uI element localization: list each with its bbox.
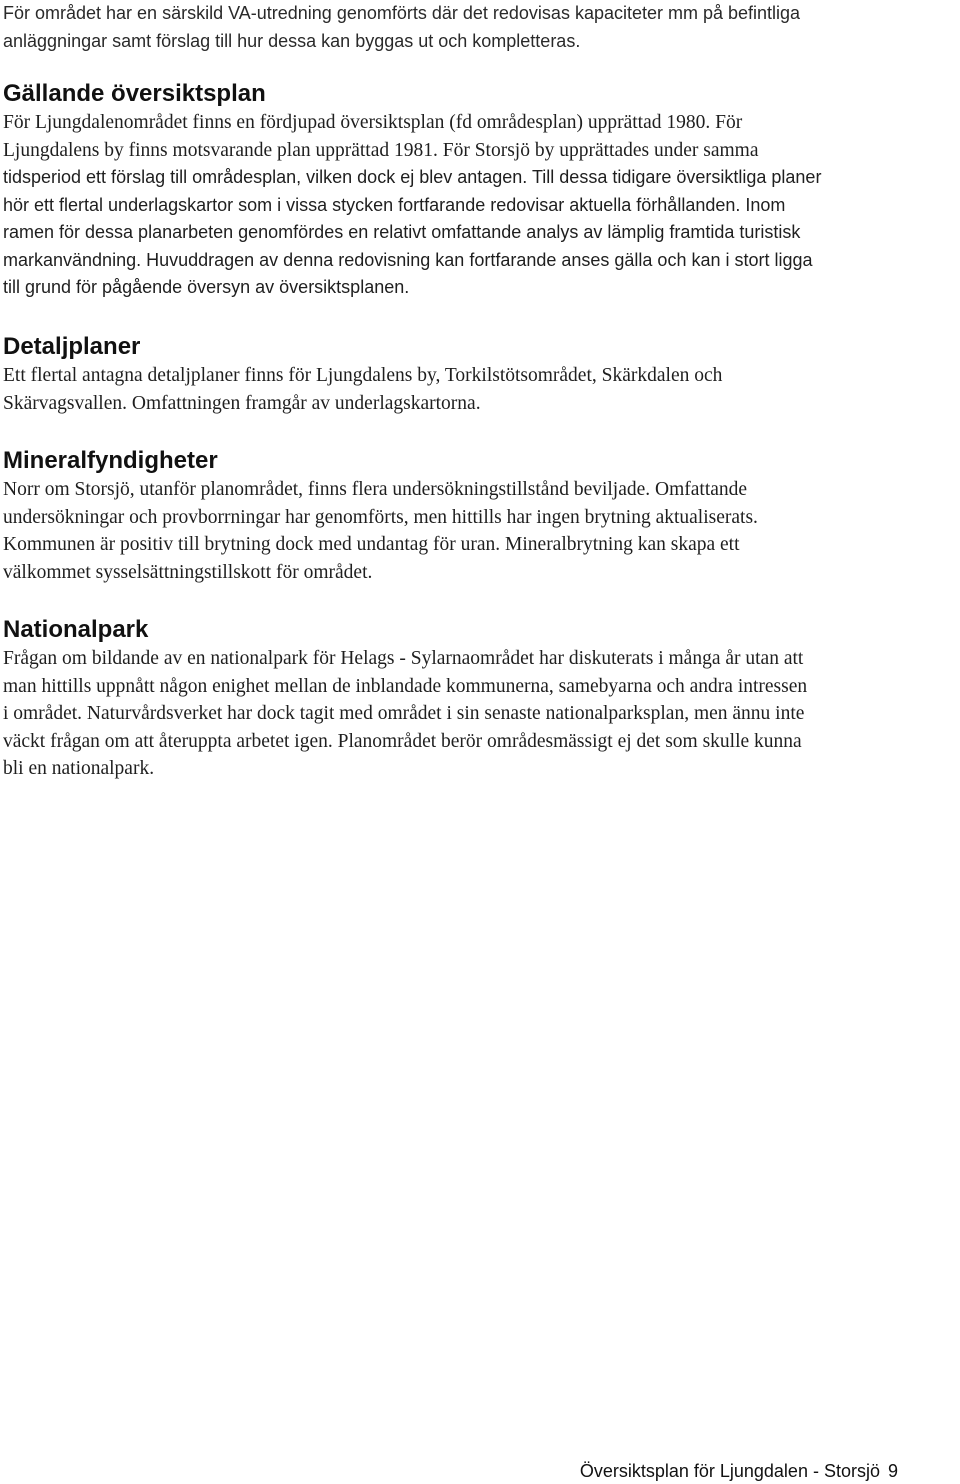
text-line: i området. Naturvårdsverket har dock tagit med området i sin senaste nationalparksplan, men ännu inte [3,703,805,724]
section-detaljplaner [3,332,722,417]
section-nationalpark [3,615,807,783]
text-line: För Ljungdalenområdet finns en fördjupad översiktsplan (fd områdesplan) upprättad 1980. För [3,112,743,133]
text-line: Ett flertal antagna detaljplaner finns för Ljungdalens by, Torkilstötsområdet, Skärkdalen och [3,365,723,386]
text-line: man hittills uppnått någon enighet mellan de inblandade kommunerna, samebyarna och andra intressen [3,675,808,697]
section-heading: Detaljplaner [3,333,141,360]
text-line: Kommunen är positiv till brytning dock med undantag för uran. Mineralbrytning kan skapa ett [3,534,740,555]
text-line: undersökningar och provborrningar har genomförts, men hittills har ingen brytning aktualiserats. [3,506,758,528]
text-line: markanvändning. Huvuddragen av denna redovisning kan fortfarande anses gälla och kan i stort ligga [3,249,813,270]
text-line: väckt frågan om att återuppta arbetet igen. Planområdet berör områdesmässigt ej det som skulle kunna [3,730,802,752]
section-heading: Gällande översiktsplan [3,80,266,107]
section-paragraph [3,645,807,783]
section-paragraph [3,362,722,417]
intro-paragraph [3,0,800,55]
text-line: välkommet sysselsättningstillskott för området. [3,561,373,583]
text-line: hör ett flertal underlagskartor som i vissa stycken fortfarande redovisar aktuella förhållanden. Inom [3,194,786,215]
page-footer [580,1460,898,1482]
text-line: För området har en särskild VA-utredning genomförts där det redovisas kapaciteter mm på befintliga [3,3,801,23]
text-line: anläggningar samt förslag till hur dessa kan byggas ut och kompletteras. [3,30,581,51]
text-line: till grund för pågående översyn av översiktsplanen. [3,277,410,297]
page-number: 9 [887,1461,898,1481]
text-line: Ljungdalens by finns motsvarande plan upprättad 1981. För Storsjö by upprättades under samma [3,139,759,161]
section-heading: Mineralfyndigheter [3,447,218,474]
text-line: ramen för dessa planarbeten genomfördes en relativt omfattande analys av lämplig framtida turistisk [3,222,801,242]
section-heading: Nationalpark [3,616,149,643]
section-mineralfyndigheter [3,446,758,586]
intro-block [3,0,800,55]
text-line: Frågan om bildande av en nationalpark för Helags - Sylarnaområdet har diskuterats i många år utan att [3,648,804,669]
text-line: tidsperiod ett förslag till områdesplan, vilken dock ej blev antagen. Till dessa tidigare översiktliga planer [3,167,822,187]
section-paragraph [3,476,758,586]
section-paragraph [3,109,821,302]
section-gallande-oversiktsplan [3,79,821,302]
footer-title: Översiktsplan för Ljungdalen - Storsjö [579,1461,880,1481]
text-line: bli en nationalpark. [3,758,155,779]
text-line: Skärvagsvallen. Omfattningen framgår av underlagskartorna. [3,392,481,414]
text-line: Norr om Storsjö, utanför planområdet, finns flera undersökningstillstånd beviljade. Omfattande [3,479,748,500]
